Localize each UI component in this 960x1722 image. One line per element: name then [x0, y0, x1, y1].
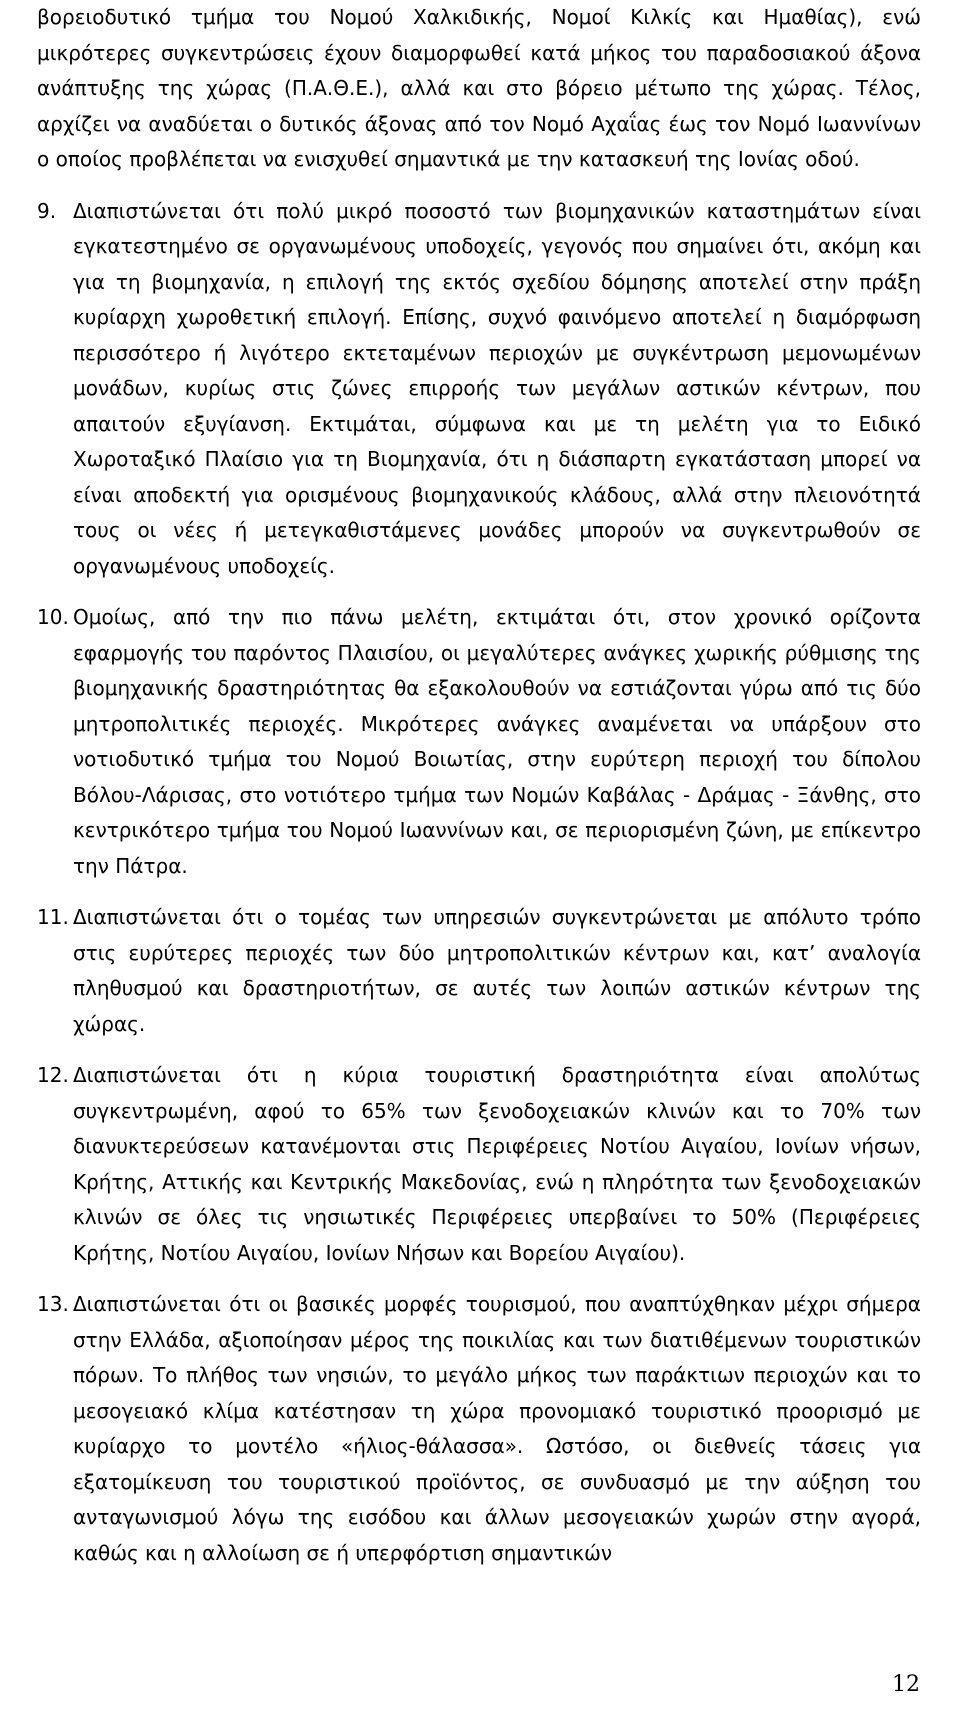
- list-item: [37, 194, 921, 585]
- list-item: [37, 900, 921, 1042]
- item-number: 9.: [37, 198, 57, 223]
- list-item: [37, 1058, 921, 1271]
- item-text: Διαπιστώνεται ότι οι βασικές μορφές τουρισμού, που αναπτύχθηκαν μέχρι σήμερα στην Ελλάδα, αξιοποίησαν μέρος της ποικιλίας και των διατιθέμενων τουριστικών πόρων. Το πλήθος των νησιών, το μεγάλο μήκος των παράκτιων περιοχών και το μεσογειακό κλίμα κατέστησαν τη χώρα προνομιακό τουριστικό προορισμό με κυρίαρχο το μοντέλο «ήλιος-θάλασσα». Ωστόσο, οι διεθνείς τάσεις για εξατομίκευση του τουριστικού προϊόντος, σε συνδυασμό με την αύξηση του ανταγωνισμού λόγω της εισόδου και άλλων μεσογειακών χωρών στην αγορά, καθώς και η αλλοίωση σε ή υπερφόρτιση σημαντικών: [73, 1292, 921, 1565]
- item-text: Διαπιστώνεται ότι πολύ μικρό ποσοστό των βιομηχανικών καταστημάτων είναι εγκατεστημένο σε οργανωμένους υποδοχείς, γεγονός που σημαίνει ότι, ακόμη και για τη βιομηχανία, η επιλογή της εκτός σχεδίου δόμησης αποτελεί στην πράξη κυρίαρχη χωροθετική επιλογή. Επίσης, συχνό φαινόμενο αποτελεί η διαμόρφωση περισσότερο ή λιγότερο εκτεταμένων περιοχών με συγκέντρωση μεμονωμένων μονάδων, κυρίως στις ζώνες επιρροής των μεγάλων αστικών κέντρων, που απαιτούν εξυγίανση. Εκτιμάται, σύμφωνα και με τη μελέτη για το Ειδικό Χωροταξικό Πλαίσιο για τη Βιομηχανία, ότι η διάσπαρτη εγκατάσταση μπορεί να είναι αποδεκτή για ορισμένους βιομηχανικούς κλάδους, αλλά στην πλειονότητά τους οι νέες ή μετεγκαθιστάμενες μονάδες μπορούν να συγκεντρωθούν σε οργανωμένους υποδοχείς.: [73, 198, 921, 578]
- item-text: Ομοίως, από την πιο πάνω μελέτη, εκτιμάται ότι, στον χρονικό ορίζοντα εφαρμογής του παρόντος Πλαισίου, οι μεγαλύτερες ανάγκες χωρικής ρύθμισης της βιομηχανικής δραστηριότητας θα εξακολουθούν να εστιάζονται γύρω από τις δύο μητροπολιτικές περιοχές. Μικρότερες ανάγκες αναμένεται να υπάρξουν στο νοτιοδυτικό τμήμα του Νομού Βοιωτίας, στην ευρύτερη περιοχή του δίπολου Βόλου-Λάρισας, στο νοτιότερο τμήμα των Νομών Καβάλας - Δράμας - Ξάνθης, στο κεντρικότερο τμήμα του Νομού Ιωαννίνων και, σε περιορισμένη ζώνη, με επίκεντρο την Πάτρα.: [73, 605, 921, 878]
- document-page: [37, 0, 921, 1571]
- item-number: 12.: [37, 1063, 69, 1087]
- page-number: 12: [892, 1672, 920, 1697]
- item-number: 10.: [37, 605, 69, 629]
- item-text: Διαπιστώνεται ότι η κύρια τουριστική δραστηριότητα είναι απολύτως συγκεντρωμένη, αφού το 65% των ξενοδοχειακών κλινών και το 70% των διανυκτερεύσεων κατανέμονται στις Περιφέρειες Νοτίου Αιγαίου, Ιονίων νήσων, Κρήτης, Αττικής και Κεντρικής Μακεδονίας, ενώ η πληρότητα των ξενοδοχειακών κλινών σε όλες τις νησιωτικές Περιφέρειες υπερβαίνει το 50% (Περιφέρειες Κρήτης, Νοτίου Αιγαίου, Ιονίων Νήσων και Βορείου Αιγαίου).: [73, 1063, 921, 1265]
- list-item: [37, 600, 921, 884]
- intro-paragraph: βορειοδυτικό τμήμα του Νομού Χαλκιδικής, Νομοί Κιλκίς και Ημαθίας), ενώ μικρότερες συγκεντρώσεις έχουν διαμορφωθεί κατά μήκος του παραδοσιακού άξονα ανάπτυξης της χώρας (Π.Α.Θ.Ε.), αλλά και στο βόρειο μέτωπο της χώρας. Τέλος, αρχίζει να αναδύεται ο δυτικός άξονας από τον Νομό Αχαΐας έως τον Νομό Ιωαννίνων ο οποίος προβλέπεται να ενισχυθεί σημαντικά με την κατασκευή της Ιονίας οδού.: [37, 5, 921, 171]
- item-number: 13.: [37, 1292, 69, 1316]
- item-text: Διαπιστώνεται ότι ο τομέας των υπηρεσιών συγκεντρώνεται με απόλυτο τρόπο στις ευρύτερες περιοχές των δύο μητροπολιτικών κέντρων και, κατ’ αναλογία πληθυσμού και δραστηριοτήτων, σε αυτές των λοιπών αστικών κέντρων της χώρας.: [73, 905, 921, 1036]
- item-number: 11.: [37, 905, 69, 929]
- list-item: [37, 1287, 921, 1571]
